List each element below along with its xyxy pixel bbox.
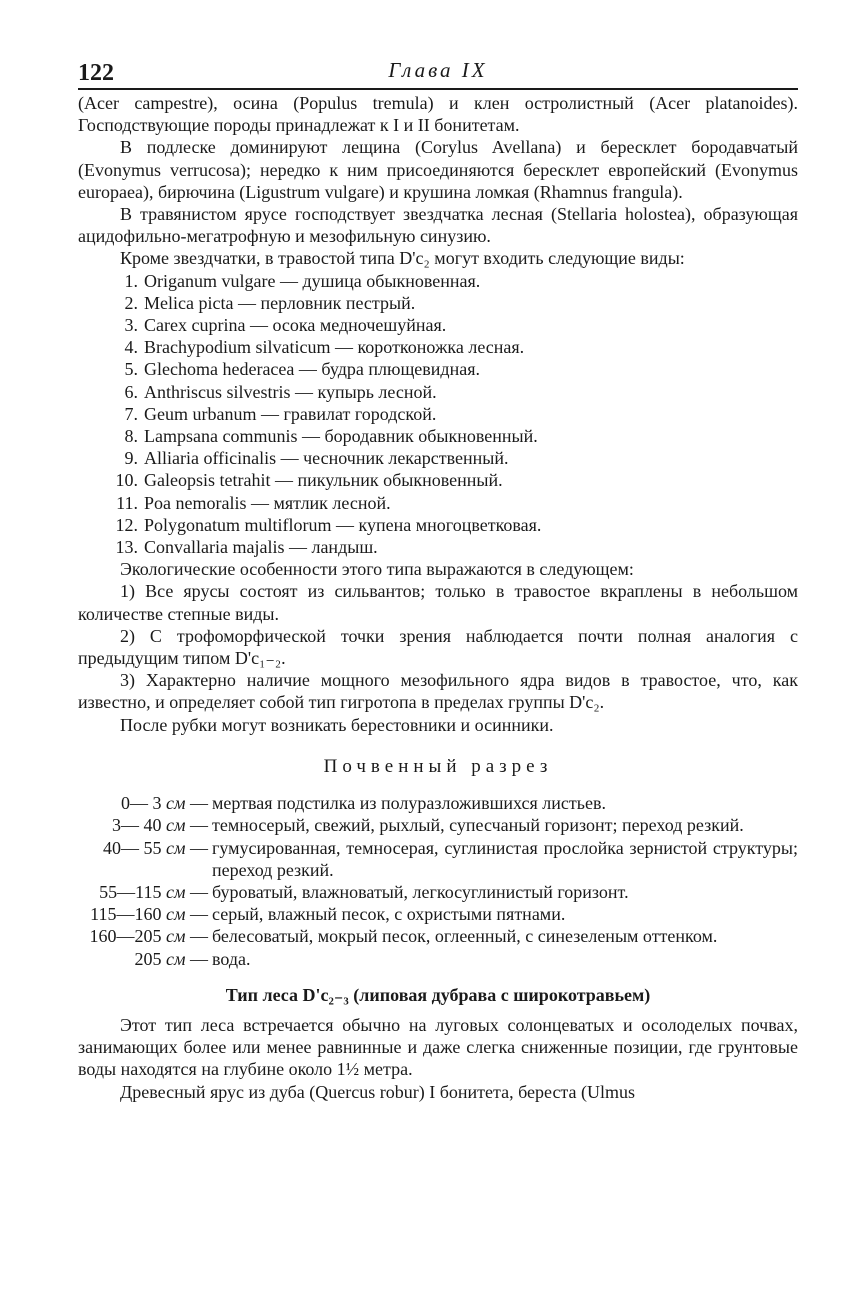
soil-row <box>78 837 798 881</box>
paragraph: 2) С трофоморфической точки зрения наблюдается почти полная аналогия с предыдущим типом D'c₁₋₂. <box>78 625 798 669</box>
soil-depth-unit: см <box>166 837 186 858</box>
paragraph: Древесный ярус из дуба (Quercus robur) I бонитета, береста (Ulmus <box>120 1081 636 1102</box>
soil-description: гумусированная, темносерая, суглинистая прослойка зернистой структуры; переход резкий. <box>212 837 798 880</box>
list-item-number: 3. <box>124 315 138 336</box>
list-item-text: Melica picta — перловник пестрый. <box>144 292 416 313</box>
paragraph: Этот тип леса встречается обычно на луговых солонцеватых и осолоделых почвах, занимающих более или менее равнинные и даже слегка сниженные позиции, где грунтовые воды находятся на глубине около 1½ метра. <box>78 1014 798 1080</box>
soil-description: мертвая подстилка из полуразложившихся листьев. <box>212 793 606 814</box>
species-list <box>78 270 798 559</box>
list-item-text: Carex cuprina — осока медночешуйная. <box>144 315 447 336</box>
soil-row <box>78 948 798 970</box>
list-item-number: 1. <box>124 270 138 291</box>
list-item <box>78 492 798 514</box>
soil-description: белесоватый, мокрый песок, оглеенный, с синезеленым оттенком. <box>212 926 718 947</box>
list-item <box>78 469 798 491</box>
soil-depth: 115—160 см — <box>90 904 208 925</box>
soil-depth: 3— 40 см — <box>112 815 208 836</box>
soil-depth-unit: см <box>166 904 186 925</box>
soil-row <box>78 814 798 836</box>
forest-type-heading: Тип леса D'c₂₋₃ (липовая дубрава с широкотравьем) <box>225 984 651 1005</box>
list-item-text: Origanum vulgare — душица обыкновенная. <box>144 270 481 291</box>
paragraph: После рубки могут возникать берестовники и осинники. <box>120 714 554 735</box>
forest-type-section <box>78 1014 798 1103</box>
soil-description: буроватый, влажноватый, легкосуглинистый горизонт. <box>212 881 629 902</box>
list-item-number: 6. <box>124 381 138 402</box>
list-item <box>78 381 798 403</box>
list-item-number: 8. <box>124 426 138 447</box>
list-item <box>78 292 798 314</box>
soil-depth: 205 см — <box>134 948 208 969</box>
list-item <box>78 314 798 336</box>
list-item-number: 4. <box>124 337 138 358</box>
list-item-text: Glechoma hederacea — будра плющевидная. <box>144 359 480 380</box>
list-item-text: Galeopsis tetrahit — пикульник обыкновенный. <box>144 470 503 491</box>
list-item <box>78 425 798 447</box>
soil-section-title: Почвенный разрез <box>323 755 553 777</box>
paragraph: 1) Все ярусы состоят из сильвантов; только в травостое вкраплены в небольшом количестве степные виды. <box>78 581 798 624</box>
list-item <box>78 358 798 380</box>
paragraph: 3) Характерно наличие мощного мезофильного ядра видов в травостое, что, как известно, и определяет собой тип гигротопа в пределах группы D'c₂. <box>78 670 798 713</box>
list-item <box>78 403 798 425</box>
soil-depth: 40— 55 см — <box>103 837 208 858</box>
page-number: 122 <box>78 60 114 86</box>
list-item <box>78 270 798 292</box>
intro-section <box>78 92 798 270</box>
list-item-text: Convallaria majalis — ландыш. <box>144 537 378 558</box>
soil-row <box>78 881 798 903</box>
soil-row <box>78 925 798 947</box>
list-item-number: 12. <box>115 514 138 535</box>
soil-depth: 160—205 см — <box>89 926 208 947</box>
soil-depth-value: 3— 40 <box>112 815 162 836</box>
running-head: Глава IX <box>388 58 488 82</box>
soil-depth-value: 115—160 <box>90 904 162 925</box>
soil-depth-value: 205 <box>134 948 162 969</box>
soil-row <box>78 903 798 925</box>
ecology-section <box>78 558 798 736</box>
list-item-number: 13. <box>115 537 138 558</box>
list-item-text: Geum urbanum — гравилат городской. <box>144 403 437 424</box>
soil-depth-value: 0— 3 <box>121 793 162 814</box>
list-item-number: 11. <box>116 492 138 513</box>
soil-row <box>78 792 798 814</box>
soil-description: вода. <box>212 948 251 969</box>
paragraph: (Acer campestre), осина (Populus tremula) и клен остролистный (Acer platanoides). Господствующие породы принадлежат к I и II бонитетам. <box>78 93 798 136</box>
list-item-text: Lampsana communis — бородавник обыкновенный. <box>144 426 538 447</box>
soil-depth-unit: см <box>166 793 186 814</box>
list-item-text: Poa nemoralis — мятлик лесной. <box>144 492 391 513</box>
list-item-text: Brachypodium silvaticum — коротконожка лесная. <box>144 337 525 358</box>
list-item <box>78 336 798 358</box>
soil-profile-list <box>78 792 798 970</box>
list-item <box>78 447 798 469</box>
list-item-number: 7. <box>124 403 138 424</box>
paragraph: Экологические особенности этого типа выражаются в следующем: <box>120 559 634 580</box>
list-item-number: 2. <box>124 292 138 313</box>
page-header <box>78 52 798 92</box>
list-item <box>78 514 798 536</box>
list-item-number: 10. <box>115 470 138 491</box>
soil-depth-unit: см <box>166 926 186 947</box>
list-item-number: 9. <box>124 448 138 469</box>
list-item-text: Polygonatum multiflorum — купена многоцветковая. <box>144 514 542 535</box>
soil-depth-unit: см <box>166 881 186 902</box>
paragraph: Кроме звездчатки, в травостой типа D'c₂ могут входить следующие виды: <box>120 248 685 269</box>
soil-depth-value: 160—205 <box>89 926 162 947</box>
list-item <box>78 536 798 558</box>
soil-depth-unit: см <box>166 815 186 836</box>
header-rule <box>78 88 798 90</box>
list-item-text: Alliaria officinalis — чесночник лекарственный. <box>144 448 509 469</box>
soil-description: темносерый, свежий, рыхлый, супесчаный горизонт; переход резкий. <box>212 815 744 836</box>
page-body <box>78 92 798 1103</box>
soil-depth: 55—115 см — <box>99 881 208 902</box>
soil-depth: 0— 3 см — <box>121 793 208 814</box>
paragraph: В подлеске доминируют лещина (Corylus Avellana) и бересклет бородавчатый (Evonymus verrucosa); нередко к ним присоединяются бересклет европейский (Evonymus europaea), бирючина (Ligustrum vulgare) и крушина ломкая (Rhamnus frangula). <box>78 137 798 202</box>
soil-depth-value: 55—115 <box>99 881 162 902</box>
soil-depth-value: 40— 55 <box>103 837 162 858</box>
soil-description: серый, влажный песок, с охристыми пятнами. <box>212 904 566 925</box>
list-item-number: 5. <box>124 359 138 380</box>
list-item-text: Anthriscus silvestris — купырь лесной. <box>144 381 437 402</box>
paragraph: В травянистом ярусе господствует звездчатка лесная (Stellaria holostea), образующая ацидофильно-мегатрофную и мезофильную синузию. <box>78 204 798 247</box>
soil-depth-unit: см <box>166 948 186 969</box>
